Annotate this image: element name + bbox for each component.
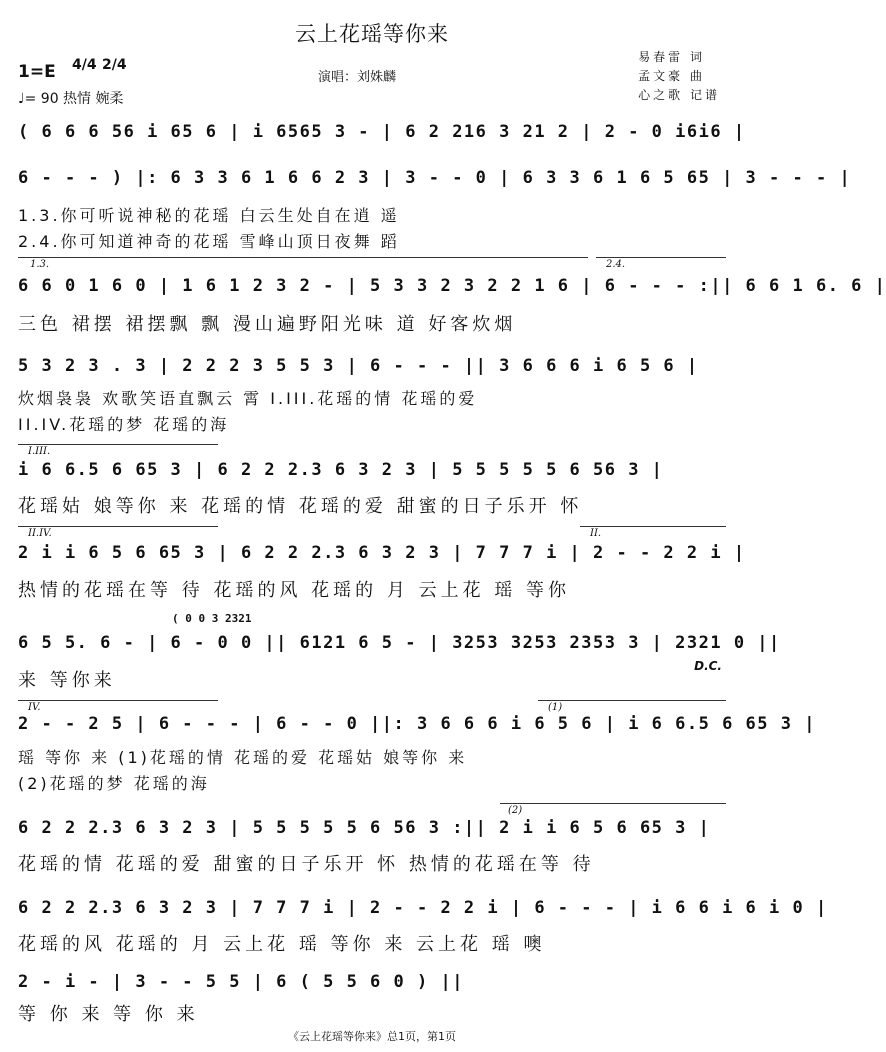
dc-marker: D.C. xyxy=(694,659,722,673)
volta-bracket-7 xyxy=(538,700,726,701)
section-marker-1-3: I.III. xyxy=(28,446,51,457)
volta-bracket-5 xyxy=(580,526,726,527)
ending-marker-1-3: 1.3. xyxy=(30,259,50,270)
lyricist-credit: 易春雷 词 xyxy=(638,50,705,64)
volta-bracket-1 xyxy=(18,257,588,258)
volta-bracket-2 xyxy=(596,257,726,258)
section-marker-2-4: II.IV. xyxy=(28,528,52,539)
music-line-6: 2 i i 6 5 6 65 3 | 6 2 2 2.3 6 3 2 3 | 7 7 7 i | 2 - - 2 2 i | xyxy=(18,543,746,563)
lyric-line-8b: (2)花瑶的梦 花瑶的海 xyxy=(18,774,210,793)
volta-bracket-3 xyxy=(18,444,218,445)
section-marker-II: II. xyxy=(590,528,602,539)
credits-block xyxy=(638,48,720,105)
transcriber-credit: 心之歌 记谱 xyxy=(638,88,720,102)
ending-marker-2-4: 2.4. xyxy=(606,259,626,270)
music-line-2: 6 - - - ) |: 6 3 3 6 1 6 6 2 3 | 3 - - 0 | 6 3 3 6 1 6 5 65 | 3 - - - | xyxy=(18,168,852,188)
lyric-line-8a: 瑶 等你 来 (1)花瑶的情 花瑶的爱 花瑶姑 娘等你 来 xyxy=(18,748,468,767)
lyric-line-5: 花瑶姑 娘等你 来 花瑶的情 花瑶的爱 甜蜜的日子乐开 怀 xyxy=(18,496,583,517)
music-line-10: 6 2 2 2.3 6 3 2 3 | 7 7 7 i | 2 - - 2 2 i | 6 - - - | i 6 6 i 6 i 0 | xyxy=(18,898,828,918)
lyric-line-2a: 1.3.你可听说神秘的花瑶 白云生处自在逍 遥 xyxy=(18,206,400,225)
music-line-9: 6 2 2 2.3 6 3 2 3 | 5 5 5 5 5 6 56 3 :|| 2 i i 6 5 6 65 3 | xyxy=(18,818,711,838)
lyric-line-10: 花瑶的风 花瑶的 月 云上花 瑶 等你 来 云上花 瑶 噢 xyxy=(18,934,546,955)
lyric-line-7: 来 等你来 xyxy=(18,670,116,691)
tempo-marking: ♩= 90 热情 婉柔 xyxy=(18,91,124,107)
music-line-3: 6 6 0 1 6 0 | 1 6 1 2 3 2 - | 5 3 3 2 3 2 2 1 6 | 6 - - - :|| 6 6 1 6. 6 | xyxy=(18,276,886,296)
music-line-4: 5 3 2 3 . 3 | 2 2 2 3 5 5 3 | 6 - - - || 3 6 6 6 i 6 5 6 | xyxy=(18,356,699,376)
music-line-7: 6 5 5. 6 - | 6 - 0 0 || 6121 6 5 - | 3253 3253 2353 3 | 2321 0 || xyxy=(18,633,781,653)
composer-credit: 孟文豪 曲 xyxy=(638,69,705,83)
lyric-line-3: 三色 裙摆 裙摆飘 飘 漫山遍野阳光味 道 好客炊烟 xyxy=(18,314,517,335)
time-signature-2-4: 2/4 xyxy=(102,57,127,73)
volta-bracket-4 xyxy=(18,526,218,527)
lyric-line-2b: 2.4.你可知道神奇的花瑶 雪峰山顶日夜舞 蹈 xyxy=(18,232,400,251)
lyric-line-4a: 炊烟袅袅 欢歌笑语直飘云 霄 I.III.花瑶的情 花瑶的爱 xyxy=(18,389,478,408)
volta-bracket-6 xyxy=(18,700,218,701)
music-line-1: ( 6 6 6 56 i 65 6 | i 6565 3 - | 6 2 216 3 21 2 | 2 - 0 i6i6 | xyxy=(18,122,746,142)
lyric-line-11: 等 你 来 等 你 来 xyxy=(18,1004,199,1025)
song-title: 云上花瑶等你来 xyxy=(295,22,449,46)
music-line-11: 2 - i - | 3 - - 5 5 | 6 ( 5 5 6 0 ) || xyxy=(18,972,464,992)
section-marker-IV: IV. xyxy=(28,702,41,713)
time-signature-4-4: 4/4 xyxy=(72,57,97,73)
music-line-8: 2 - - 2 5 | 6 - - - | 6 - - 0 ||: 3 6 6 6 i 6 5 6 | i 6 6.5 6 65 3 | xyxy=(18,714,816,734)
page-footer: 《云上花瑶等你来》总1页，第1页 xyxy=(288,1030,456,1043)
ending-marker-1: (1) xyxy=(548,702,563,713)
key-signature: 1=E xyxy=(18,62,56,82)
lyric-line-4b: II.IV.花瑶的梦 花瑶的海 xyxy=(18,415,230,434)
lyric-line-6: 热情的花瑶在等 待 花瑶的风 花瑶的 月 云上花 瑶 等你 xyxy=(18,580,571,601)
music-line-5: i 6 6.5 6 65 3 | 6 2 2 2.3 6 3 2 3 | 5 5 5 5 5 6 56 3 | xyxy=(18,460,664,480)
intro-note: ( 0 0 3 2321 xyxy=(172,612,252,625)
ending-marker-2: (2) xyxy=(508,805,523,816)
lyric-line-9: 花瑶的情 花瑶的爱 甜蜜的日子乐开 怀 热情的花瑶在等 待 xyxy=(18,854,595,875)
volta-bracket-8 xyxy=(500,803,726,804)
singer-credit: 演唱：刘姝麟 xyxy=(318,70,397,85)
